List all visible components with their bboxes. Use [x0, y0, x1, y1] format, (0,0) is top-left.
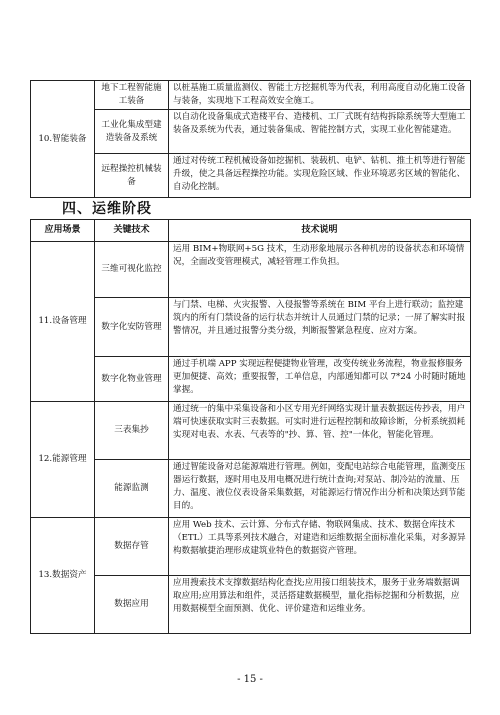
- equipment-desc: 通过对传统工程机械设备如挖掘机、装载机、电铲、钻机、推土机等进行智能升级，使之具备远程操控功能。实现危险区域、作业环境恶劣区域的智能化、自动化控制。: [169, 154, 471, 198]
- table-row: [31, 402, 471, 460]
- equipment-desc: 以自动化设备集成式造楼平台、造楼机、工厂式既有结构拆除系统等大型施工装备及系统为代表，通过装备集成、智能控制方式，实现工业化智能建造。: [169, 110, 471, 154]
- table-row: [31, 154, 471, 198]
- desc-cell: 应用 Web 技术、云计算、分布式存储、物联网集成、技术、数据仓库技术（ETL）工具等系列技术融合，对建造和运维数据全面标准化采集，对多源异构数据敏捷治理形成建筑业特色的数据资产管理。: [169, 518, 471, 576]
- tech-cell: 数字化物业管理: [95, 357, 169, 402]
- group-cell: 10.智能装备: [31, 81, 95, 198]
- section-heading: 四、运维阶段: [62, 201, 152, 217]
- scene-cell: 12.能源管理: [31, 402, 95, 518]
- desc-cell: 与门禁、电梯、火灾报警、入侵报警等系统在 BIM 平台上进行联动；监控建筑内的所有门禁设备的运行状态并统计人员通过门禁的记录；一屏了解实时报警情况，并且通过报警分类分级，判断报警紧急程度、应对方案。: [169, 298, 471, 357]
- desc-cell: 应用搜索技术支撑数据结构化查找;应用接口组装技术，服务于业务端数据调取应用;应用算法和组件，灵活搭建数据模型，量化指标挖掘和分析数据，应用数据模型全面预测、优化、评价建造和运维业务。: [169, 576, 471, 634]
- table-row: [31, 518, 471, 576]
- table-row: [31, 357, 471, 402]
- table-row: [31, 576, 471, 634]
- tech-cell: 三表集抄: [95, 402, 169, 460]
- equipment-name: 地下工程智能施工装备: [95, 81, 169, 110]
- desc-cell: 通过手机端 APP 实现远程便捷物业管理，改变传统业务流程，物业报修服务更加便捷、高效；重要报警，工单信息，内部通知都可以 7*24 小时随时随地掌握。: [169, 357, 471, 402]
- header-desc: 技术说明: [169, 220, 471, 242]
- header-scene: 应用场景: [31, 220, 95, 242]
- scene-cell: 13.数据资产: [31, 518, 95, 634]
- smart-equipment-table: [30, 80, 471, 198]
- scene-cell: 11.设备管理: [31, 242, 95, 402]
- header-tech: 关键技术: [95, 220, 169, 242]
- page-number: - 15 -: [237, 674, 263, 685]
- table-row: [31, 110, 471, 154]
- table-row: [31, 460, 471, 518]
- tech-cell: 数据存管: [95, 518, 169, 576]
- equipment-name: 远程操控机械装备: [95, 154, 169, 198]
- table-row: [31, 298, 471, 357]
- equipment-name: 工业化集成型建造装备及系统: [95, 110, 169, 154]
- equipment-desc: 以桩基施工质量监测仪、智能土方挖掘机等为代表，利用高度自动化施工设备与装备，实现地下工程高效安全施工。: [169, 81, 471, 110]
- desc-cell: 运用 BIM+物联网+5G 技术，生动形象地展示各种机房的设备状态和环境情况，全面改变管理模式，减轻管理工作负担。: [169, 242, 471, 298]
- desc-cell: 通过统一的集中采集设备和小区专用光纤网络实现计量表数据远传抄表，用户端可快速获取实时三表数据。可实时进行远程控制和故障诊断，分析系统损耗实现对电表、水表、气表等的"抄、算、管、控"一体化，智能化管理。: [169, 402, 471, 460]
- tech-cell: 数据应用: [95, 576, 169, 634]
- table-row: [31, 242, 471, 298]
- operation-stage-table: [30, 219, 471, 634]
- table-row: [31, 81, 471, 110]
- tech-cell: 三维可视化监控: [95, 242, 169, 298]
- tech-cell: 能源监测: [95, 460, 169, 518]
- desc-cell: 通过智能设备对总能源端进行管理。例如，变配电站综合电能管理，监测变压器运行数据，逐时用电及用电概况进行统计查询;对泵站、制冷站的流量、压力、温度、液位仪表设备采集数据，对能源运行情况作出分析和决策达到节能目的。: [169, 460, 471, 518]
- header-row: [31, 220, 471, 242]
- tech-cell: 数字化安防管理: [95, 298, 169, 357]
